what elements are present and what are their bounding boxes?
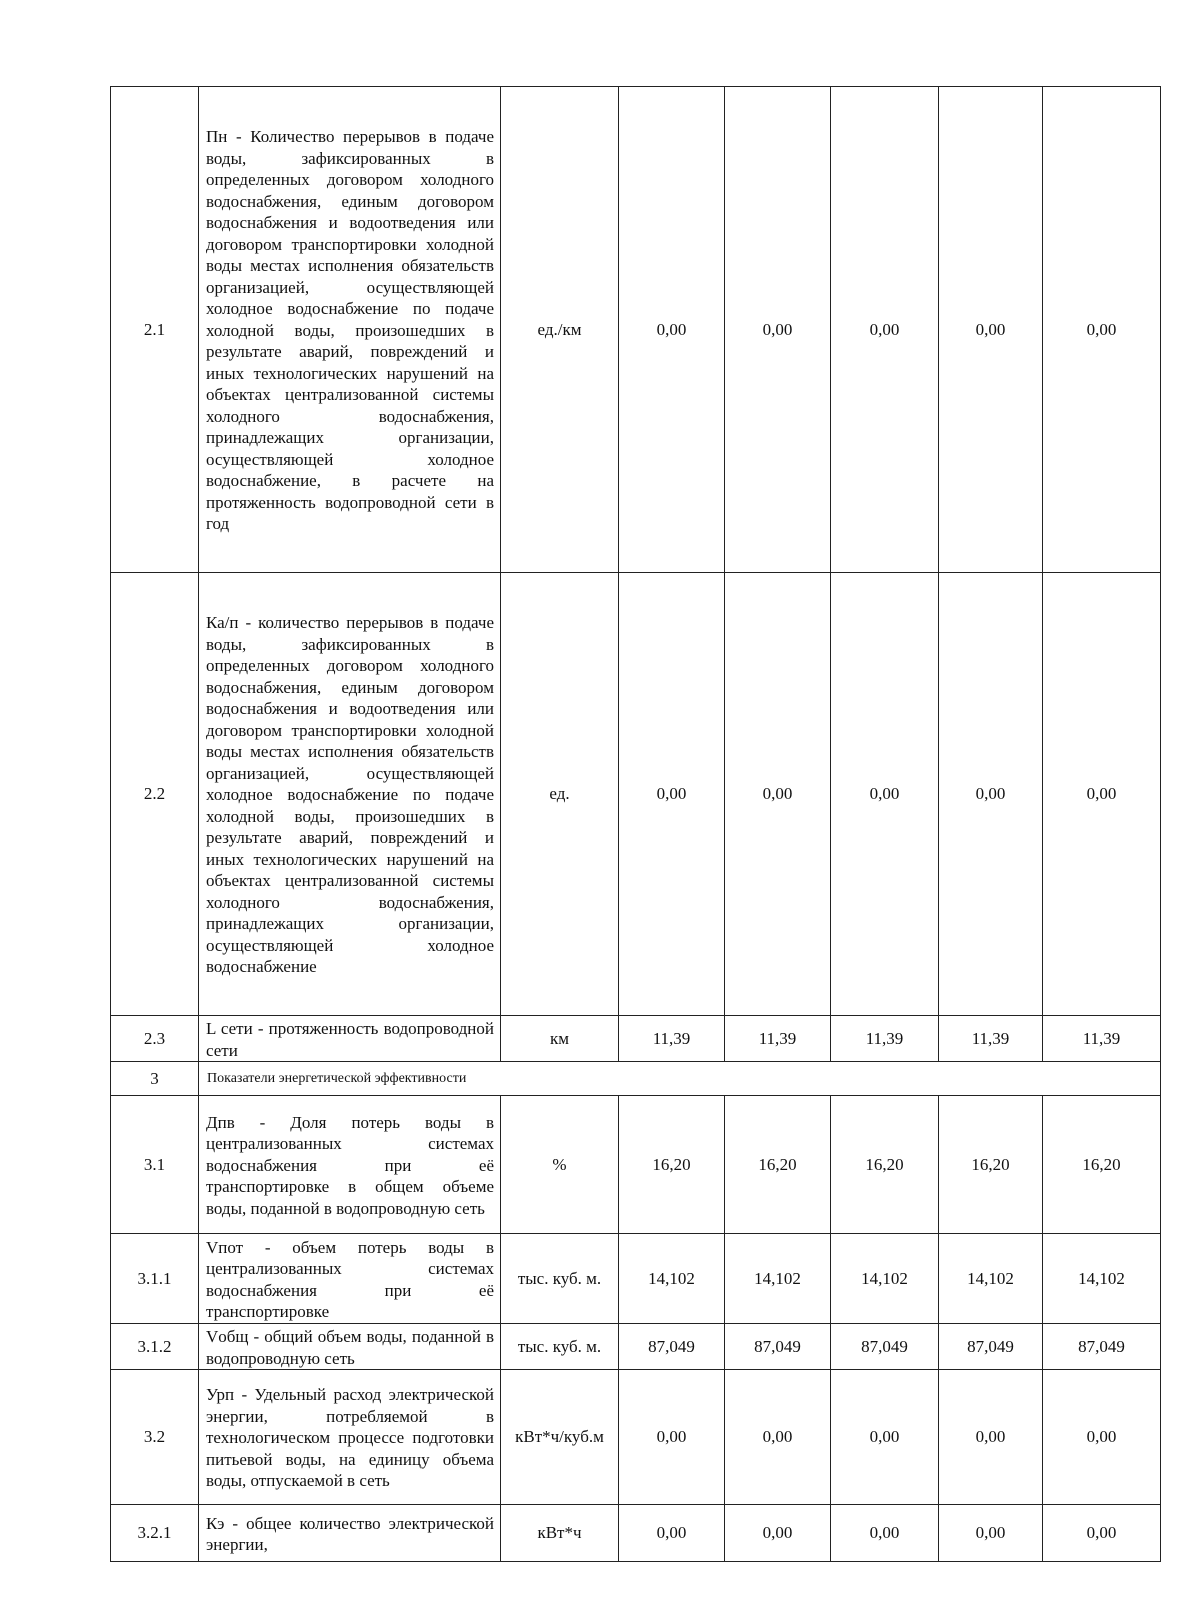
row-unit: тыс. куб. м. — [501, 1324, 619, 1370]
row-description: Vобщ - общий объем воды, поданной в водопроводную сеть — [199, 1324, 501, 1370]
row-value-3: 87,049 — [831, 1324, 939, 1370]
row-value-5: 11,39 — [1043, 1016, 1161, 1062]
row-value-5: 0,00 — [1043, 1370, 1161, 1505]
row-value-1: 16,20 — [619, 1096, 725, 1234]
table-row — [111, 1505, 1161, 1562]
row-description: Урп - Удельный расход электрической энергии, потребляемой в технологическом процессе подготовки питьевой воды, на единицу объема воды, отпускаемой в сеть — [199, 1370, 501, 1505]
row-value-5: 0,00 — [1043, 87, 1161, 573]
row-value-2: 0,00 — [725, 1505, 831, 1562]
table-row — [111, 1096, 1161, 1234]
row-value-1: 0,00 — [619, 87, 725, 573]
row-value-3: 14,102 — [831, 1234, 939, 1324]
row-value-2: 0,00 — [725, 573, 831, 1016]
row-value-4: 16,20 — [939, 1096, 1043, 1234]
row-value-1: 0,00 — [619, 1370, 725, 1505]
row-value-2: 0,00 — [725, 87, 831, 573]
row-number: 2.1 — [111, 87, 199, 573]
row-value-5: 87,049 — [1043, 1324, 1161, 1370]
table-row — [111, 1370, 1161, 1505]
row-unit: ед./км — [501, 87, 619, 573]
section-title: Показатели энергетической эффективности — [199, 1062, 1161, 1096]
row-unit: % — [501, 1096, 619, 1234]
row-number: 2.3 — [111, 1016, 199, 1062]
row-value-1: 0,00 — [619, 1505, 725, 1562]
row-value-4: 0,00 — [939, 87, 1043, 573]
row-value-3: 0,00 — [831, 1505, 939, 1562]
row-description: Дпв - Доля потерь воды в централизованных системах водоснабжения при её транспортировке в общем объеме воды, поданной в водопроводную сеть — [199, 1096, 501, 1234]
row-value-1: 87,049 — [619, 1324, 725, 1370]
section-row — [111, 1062, 1161, 1096]
row-number: 3.2.1 — [111, 1505, 199, 1562]
row-description: Vпот - объем потерь воды в централизованных системах водоснабжения при её транспортировке — [199, 1234, 501, 1324]
row-value-2: 16,20 — [725, 1096, 831, 1234]
row-unit: кВт*ч — [501, 1505, 619, 1562]
row-description: Пн - Количество перерывов в подаче воды, зафиксированных в определенных договором холодного водоснабжения, единым договором водоснабжения и водоотведения или договором транспортировки холодной воды местах исполнения обязательств организацией, осуществляющей холодное водоснабжение по подаче холодной воды, произошедших в результате аварий, повреждений и иных технологических нарушений на объектах централизованной системы холодного водоснабжения, принадлежащих организации, осуществляющей холодное водоснабжение, в расчете на протяженность водопроводной сети в год — [199, 87, 501, 573]
table-row — [111, 87, 1161, 573]
row-value-2: 11,39 — [725, 1016, 831, 1062]
row-value-3: 0,00 — [831, 87, 939, 573]
row-value-5: 14,102 — [1043, 1234, 1161, 1324]
row-value-4: 14,102 — [939, 1234, 1043, 1324]
row-value-5: 0,00 — [1043, 573, 1161, 1016]
row-unit: ед. — [501, 573, 619, 1016]
row-value-5: 0,00 — [1043, 1505, 1161, 1562]
row-value-4: 0,00 — [939, 1370, 1043, 1505]
table-row — [111, 1234, 1161, 1324]
row-unit: кВт*ч/куб.м — [501, 1370, 619, 1505]
row-value-1: 14,102 — [619, 1234, 725, 1324]
row-value-1: 11,39 — [619, 1016, 725, 1062]
row-description: Кэ - общее количество электрической энергии, — [199, 1505, 501, 1562]
row-value-2: 87,049 — [725, 1324, 831, 1370]
row-value-4: 0,00 — [939, 1505, 1043, 1562]
row-value-5: 16,20 — [1043, 1096, 1161, 1234]
row-value-4: 11,39 — [939, 1016, 1043, 1062]
row-number: 3.1.1 — [111, 1234, 199, 1324]
row-number: 3.2 — [111, 1370, 199, 1505]
row-number: 3.1 — [111, 1096, 199, 1234]
table-row — [111, 1016, 1161, 1062]
row-description: Ка/п - количество перерывов в подаче воды, зафиксированных в определенных договором холодного водоснабжения, единым договором водоснабжения и водоотведения или договором транспортировки холодной воды местах исполнения обязательств организацией, осуществляющей холодное водоснабжение по подаче холодной воды, произошедших в результате аварий, повреждений и иных технологических нарушений на объектах централизованной системы холодного водоснабжения, принадлежащих организации, осуществляющей холодное водоснабжение — [199, 573, 501, 1016]
row-value-3: 0,00 — [831, 1370, 939, 1505]
row-value-4: 87,049 — [939, 1324, 1043, 1370]
row-value-4: 0,00 — [939, 573, 1043, 1016]
row-value-1: 0,00 — [619, 573, 725, 1016]
row-value-2: 0,00 — [725, 1370, 831, 1505]
row-description: L сети - протяженность водопроводной сети — [199, 1016, 501, 1062]
row-value-3: 16,20 — [831, 1096, 939, 1234]
row-number: 2.2 — [111, 573, 199, 1016]
row-value-3: 0,00 — [831, 573, 939, 1016]
row-value-2: 14,102 — [725, 1234, 831, 1324]
table-row — [111, 573, 1161, 1016]
indicators-table — [110, 86, 1161, 1562]
row-unit: км — [501, 1016, 619, 1062]
row-number: 3.1.2 — [111, 1324, 199, 1370]
row-unit: тыс. куб. м. — [501, 1234, 619, 1324]
row-value-3: 11,39 — [831, 1016, 939, 1062]
table-row — [111, 1324, 1161, 1370]
section-number: 3 — [111, 1062, 199, 1096]
